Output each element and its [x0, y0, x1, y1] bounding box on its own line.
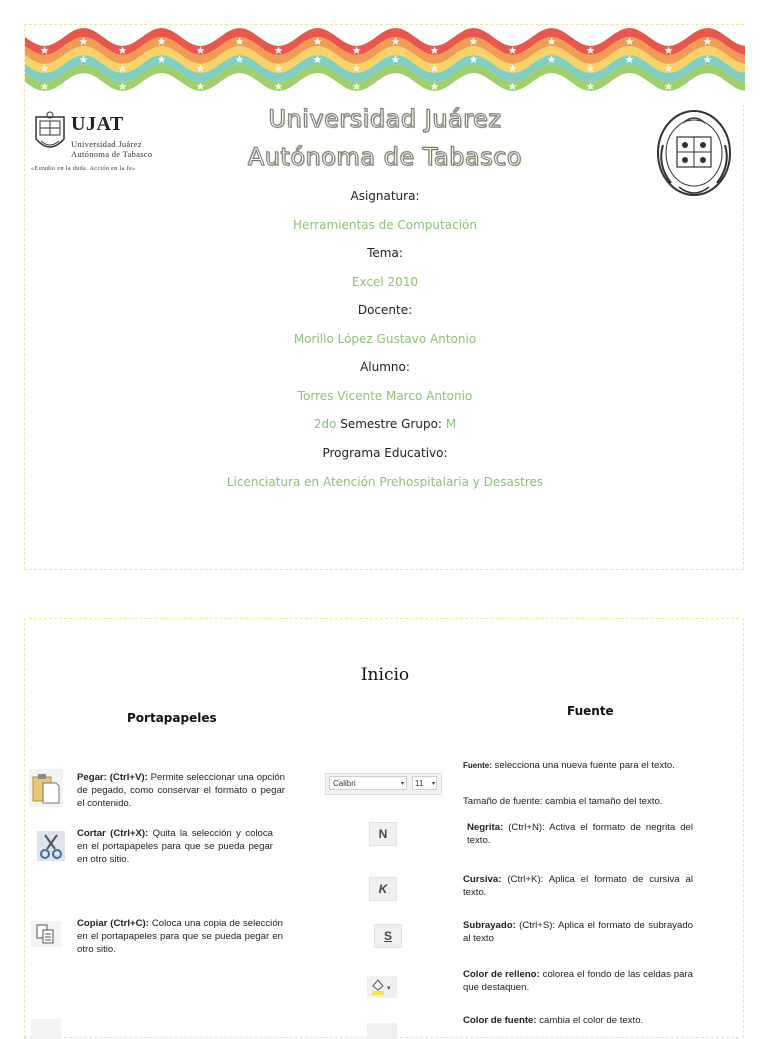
- font-color-text: cambia el color de texto.: [536, 1015, 644, 1026]
- paste-description: [77, 771, 285, 810]
- program-label: Programa Educativo:: [322, 446, 448, 460]
- ujat-line-1: Universidad Juárez: [71, 139, 142, 149]
- underline-text: (Ctrl+S): Aplica el formato de subrayado al texto: [463, 920, 693, 944]
- copy-icon: [31, 921, 61, 947]
- semester-group: [25, 417, 745, 431]
- ujat-motto: «Estudio en la duda. Acción en la fe»: [31, 166, 136, 172]
- university-title-line-2: Autónoma de Tabasco: [247, 143, 523, 171]
- format-painter-icon: [31, 1019, 61, 1039]
- cut-title: Cortar (Ctrl+X):: [77, 828, 149, 839]
- ujat-line-2: Autónoma de Tabasco: [71, 149, 153, 159]
- scissors-icon: [37, 831, 65, 861]
- bold-title: Negrita:: [467, 822, 504, 833]
- font-color-icon[interactable]: [367, 1023, 397, 1039]
- svg-text:▾: ▾: [387, 984, 391, 992]
- wavy-star-banner: [25, 25, 745, 105]
- font-size-dropdown[interactable]: [412, 776, 437, 790]
- fill-color-icon[interactable]: [367, 976, 397, 998]
- docente-label: Docente:: [357, 303, 413, 317]
- font-selector[interactable]: [325, 773, 442, 795]
- font-name-chevron-icon: ▾: [400, 781, 404, 787]
- alumno-label: Alumno:: [360, 360, 410, 374]
- paste-title: Pegar: (Ctrl+V):: [77, 772, 148, 783]
- underline-button[interactable]: S: [374, 924, 402, 948]
- cut-text: Quita la selección y coloca en el portapapeles para que se pueda pegar en otro sitio.: [77, 828, 274, 865]
- font-color-description: [463, 1014, 713, 1027]
- docente-value: Morillo López Gustavo Antonio: [293, 332, 477, 346]
- paste-text: Permite seleccionar una opción de pegado, como conservar el formato o pegar el contenido.: [77, 772, 285, 809]
- semester-number: 2do: [313, 417, 337, 431]
- bold-description: [467, 821, 693, 847]
- asignatura-value: Herramientas de Computación: [293, 218, 477, 232]
- italic-text: (Ctrl+K): Aplica el formato de cursiva al texto.: [463, 874, 693, 898]
- inicio-page: [24, 618, 744, 1038]
- italic-description: [463, 873, 693, 899]
- university-title-line-1: Universidad Juárez: [268, 105, 502, 133]
- copy-title: Copiar (Ctrl+C):: [77, 918, 149, 929]
- copy-description: [77, 917, 283, 956]
- font-size-chevron-icon: ▾: [431, 781, 435, 787]
- fill-color-description: [463, 968, 693, 994]
- italic-button[interactable]: K: [369, 877, 397, 901]
- clipboard-paste-icon: [29, 769, 63, 807]
- fill-color-text: colorea el fondo de las celdas para que destaquen.: [463, 969, 694, 993]
- asignatura-label: Asignatura:: [350, 189, 420, 203]
- cover-page: [24, 24, 744, 570]
- font-name-value: Calibri: [333, 779, 356, 788]
- fill-color-title: Color de relleno:: [463, 969, 540, 980]
- underline-title: Subrayado:: [463, 920, 516, 931]
- tema-value: Excel 2010: [351, 275, 419, 289]
- font-size-text: Tamaño de fuente: cambia el tamaño del texto.: [463, 796, 663, 807]
- cut-description: [77, 827, 273, 866]
- font-size-value: 11: [415, 779, 424, 788]
- underline-description: [463, 919, 693, 945]
- font-size-description: [463, 795, 713, 808]
- font-text: selecciona una nueva fuente para el texto.: [491, 760, 675, 771]
- font-name-dropdown[interactable]: [329, 776, 407, 790]
- semester-label: Semestre Grupo:: [340, 417, 442, 431]
- italic-title: Cursiva:: [463, 874, 502, 885]
- bold-text: (Ctrl+N): Activa el formato de negrita del texto.: [467, 822, 693, 846]
- tema-label: Tema:: [367, 246, 403, 260]
- portapapeles-heading: Portapapeles: [127, 711, 217, 725]
- copy-text: Coloca una copia de selección en el portapapeles para que se pueda pegar en otro sitio.: [77, 918, 283, 955]
- fuente-heading: Fuente: [567, 704, 614, 718]
- alumno-value: Torres Vicente Marco Antonio: [297, 389, 473, 403]
- font-description: [463, 759, 677, 772]
- bold-button[interactable]: N: [369, 822, 397, 846]
- font-color-title: Color de fuente:: [463, 1015, 537, 1026]
- ujat-acronym: UJAT: [71, 113, 124, 135]
- page-title: Inicio: [360, 665, 410, 685]
- program-value: Licenciatura en Atención Prehospitalaria y Desastres: [226, 475, 544, 489]
- group-value: M: [445, 417, 457, 431]
- font-title: Fuente:: [463, 761, 492, 770]
